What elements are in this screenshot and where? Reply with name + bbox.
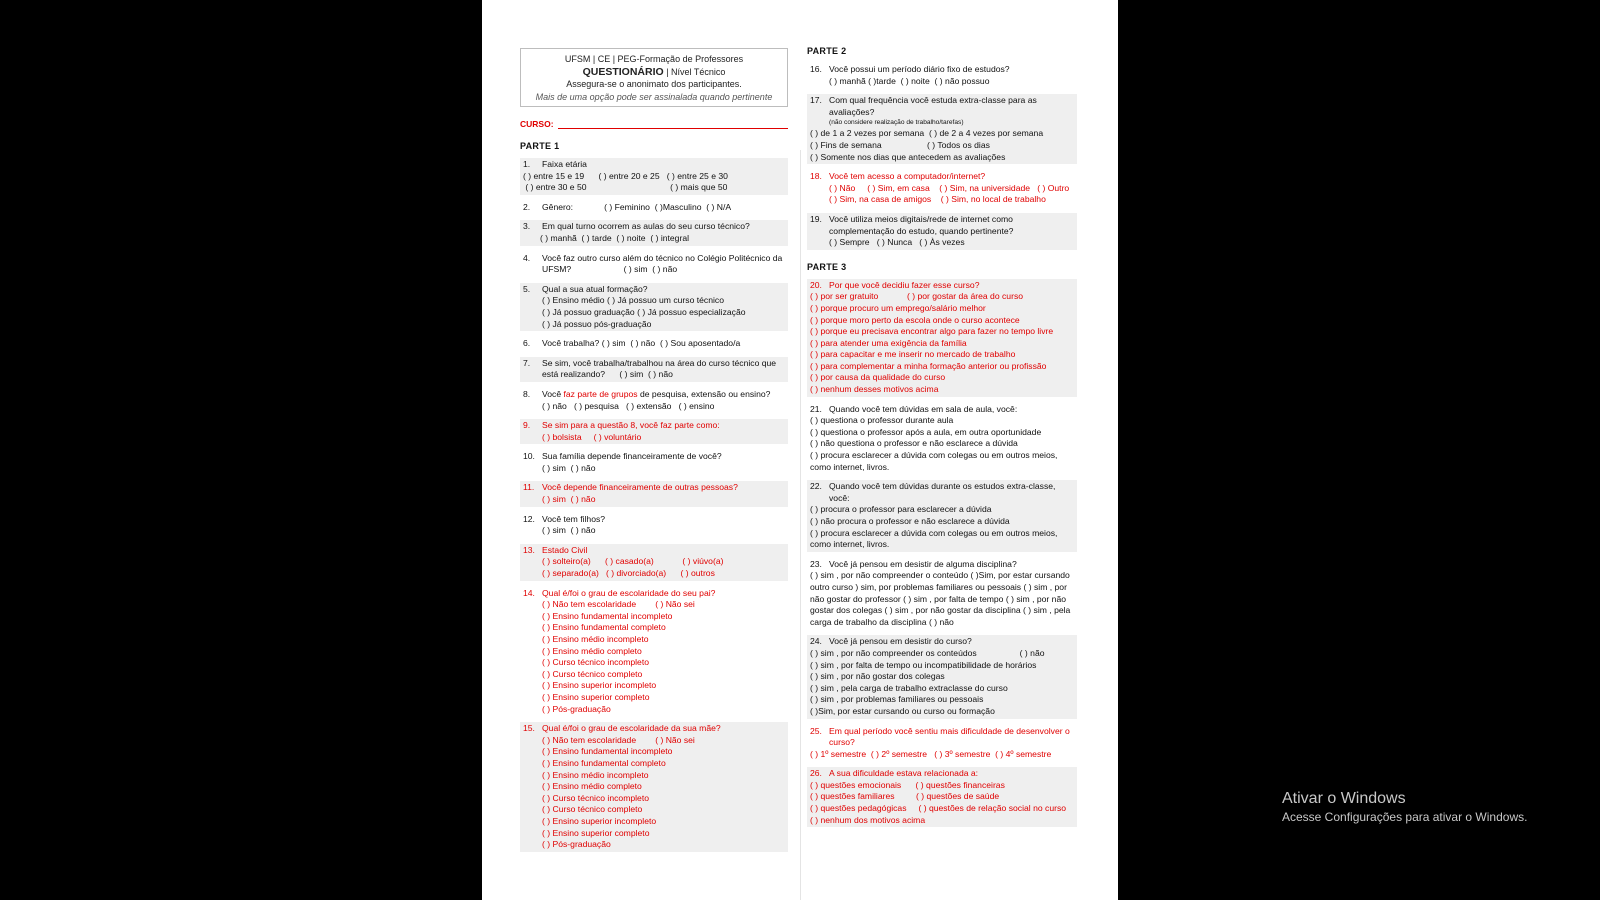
question-15-option[interactable]: ( ) Ensino médio completo [542,781,642,792]
question-24-option[interactable]: ( ) sim , por não gostar dos colegas [810,671,945,682]
question-3: 3. Em qual turno ocorrem as aulas do seu curso técnico? ( ) manhã ( ) tarde ( ) noite ( ) integral [520,220,788,245]
question-6-options[interactable]: ( ) sim ( ) não ( ) Sou aposentado/a [599,338,741,349]
left-column [520,48,788,858]
question-17-option[interactable]: ( ) Somente nos dias que antecedem as avaliações [810,151,1006,162]
question-11: 11. Você depende financeiramente de outras pessoas? ( ) sim ( ) não [520,481,788,506]
question-14-option[interactable]: ( ) Ensino fundamental incompleto [542,610,673,621]
header-multiple-choice-note: Mais de uma opção pode ser assinalada quando pertinente [535,91,773,102]
windows-activation-watermark [1282,789,1527,825]
question-24-option[interactable]: ( ) sim , por problemas familiares ou pessoais [810,694,984,705]
header-institution: UFSM | CE | PEG-Formação de Professores [564,54,744,64]
question-14-option[interactable]: ( ) Curso técnico completo [542,668,643,679]
question-15-option[interactable]: ( ) Ensino superior incompleto [542,815,657,826]
question-15-option[interactable]: ( ) Ensino fundamental incompleto [542,746,673,757]
question-12: 12. Você tem filhos? ( ) sim ( ) não [520,513,788,538]
question-14-option[interactable]: ( ) Ensino superior incompleto [542,680,657,691]
question-20-option[interactable]: ( ) para complementar a minha formação anterior ou profissão [810,360,1047,371]
question-21-option[interactable]: ( ) procura esclarecer a dúvida com colegas ou em outros meios, como internet, livros. [810,450,1058,472]
question-14-option[interactable]: ( ) Ensino médio incompleto [542,634,649,644]
question-19: 19. Você utiliza meios digitais/rede de internet como complementação do estudo, quando pertinente? ( ) Sempre ( ) Nunca ( ) Às vezes [807,213,1077,250]
question-1-options[interactable]: ( ) entre 30 e 50 ( ) mais que 50 [523,182,728,193]
questionnaire-header [520,48,788,107]
course-input-line[interactable] [558,119,788,129]
question-15-option[interactable]: ( ) Ensino médio incompleto [542,769,649,780]
question-16-options[interactable]: ( ) manhã ( )tarde ( ) noite ( ) não possuo [829,75,990,86]
question-8: 8. Você faz parte de grupos de pesquisa, extensão ou ensino? ( ) não ( ) pesquisa ( ) extensão ( ) ensino [520,388,788,413]
question-21-option[interactable]: ( ) questiona o professor durante aula [810,415,954,426]
question-18-option[interactable]: ( ) Sim, na casa de amigos ( ) Sim, no local de trabalho [829,194,1046,205]
column-divider [800,150,801,900]
question-22-option[interactable]: ( ) procura o professor para esclarecer a dúvida [810,504,992,515]
question-14: 14. Qual é/foi o grau de escolaridade do seu pai? ( ) Não tem escolaridade ( ) Não sei ( ) Ensino fundamental incompleto ( ) Ensino fundamental completo ( ) Ensino médio incompleto ( ) Ensino médio completo ( ) Curso técnico incompleto ( ) Curso técnico completo ( ) Ensino superior incompleto ( ) Ensino superior completo ( ) Pós-graduação [520,587,788,717]
question-18: 18. Você tem acesso a computador/internet? ( ) Não ( ) Sim, em casa ( ) Sim, na universidade ( ) Outro ( ) Sim, na casa de amigos ( ) Sim, no local de trabalho [807,170,1077,207]
question-26-option[interactable]: ( ) nenhum dos motivos acima [810,814,926,825]
question-25-options[interactable]: ( ) 1º semestre ( ) 2º semestre ( ) 3º semestre ( ) 4º semestre [810,748,1052,759]
question-20-option[interactable]: ( ) por causa da qualidade do curso [810,372,946,383]
question-21: 21. Quando você tem dúvidas em sala de aula, você: ( ) questiona o professor durante aula ( ) questiona o professor após a aula, em outra oportunidade ( ) não questiona o professor e não esclarece a dúvida ( ) procura esclarecer a dúvida com colegas ou em outros meios, como internet, livros. [807,403,1077,475]
question-9: 9. Se sim para a questão 8, você faz parte como: ( ) bolsista ( ) voluntário [520,419,788,444]
question-15-option[interactable]: ( ) Curso técnico completo [542,804,643,815]
question-14-option[interactable]: ( ) Curso técnico incompleto [542,657,649,668]
question-20: 20. Por que você decidiu fazer esse curso? ( ) por ser gratuito ( ) por gostar da área do curso ( ) porque procuro um emprego/salário melhor ( ) porque moro perto da escola onde o curso acontece ( ) porque eu precisava encontrar algo para fazer no tempo livre ( ) para atender uma exigência da família ( ) para capacitar e me inserir no mercado de trabalho ( ) para complementar a minha formação anterior ou profissão ( ) por causa da qualidade do curso ( ) nenhum desses motivos acima [807,279,1077,397]
question-20-option[interactable]: ( ) para capacitar e me inserir no mercado de trabalho [810,349,1016,360]
header-title-line [525,66,783,79]
question-13-option[interactable]: ( ) separado(a) ( ) divorciado(a) ( ) outros [542,568,715,579]
question-14-option[interactable]: ( ) Pós-graduação [542,703,611,714]
watermark-title: Ativar o Windows [1282,790,1406,807]
question-11-options[interactable]: ( ) sim ( ) não [542,494,596,505]
header-anonymity-note: Assegura-se o anonimato dos participantes. [566,79,742,89]
watermark-subtitle: Acesse Configurações para ativar o Windows. [1282,810,1528,824]
question-15-option[interactable]: ( ) Ensino superior completo [542,827,650,838]
question-2-options[interactable]: ( ) Feminino ( )Masculino ( ) N/A [573,201,732,212]
question-24-option[interactable]: ( ) sim , pela carga de trabalho extraclasse do curso [810,682,1008,693]
right-column [807,42,1077,833]
question-22: 22. Quando você tem dúvidas durante os estudos extra-classe, você: ( ) procura o professor para esclarecer a dúvida ( ) não procura o professor e não esclarece a dúvida ( ) procura esclarecer a dúvida com colegas ou em outros meios, como internet, livros. [807,480,1077,552]
question-7: 7. Se sim, você trabalha/trabalhou na área do curso técnico que está realizando? ( ) sim ( ) não [520,357,788,382]
question-15: 15. Qual é/foi o grau de escolaridade da sua mãe? ( ) Não tem escolaridade ( ) Não sei ( ) Ensino fundamental incompleto ( ) Ensino fundamental completo ( ) Ensino médio incompleto ( ) Ensino médio completo ( ) Curso técnico incompleto ( ) Curso técnico completo ( ) Ensino superior incompleto ( ) Ensino superior completo ( ) Pós-graduação [520,722,788,852]
question-23-options[interactable]: ( ) sim , por não compreender o conteúdo ( )Sim, por estar cursando outro curso ) sim, por problemas familiares ou pessoais ( ) sim , por não gostar do professor ( ) sim , por falta de tempo ( ) sim , por não gostar dos colegas ( ) sim , por não gostar da disciplina ( ) sim , pela carga de trabalho da disciplina ( ) não [810,570,1071,627]
question-26-option[interactable]: ( ) questões pedagógicas ( ) questões de relação social no curso [810,803,1067,814]
question-22-option[interactable]: ( ) procura esclarecer a dúvida com colegas ou em outros meios, como internet, livros. [810,527,1058,550]
question-12-options[interactable]: ( ) sim ( ) não [542,525,596,536]
question-13: 13. Estado Civil ( ) solteiro(a) ( ) casado(a) ( ) viúvo(a) ( ) separado(a) ( ) divorciado(a) ( ) outros [520,544,788,581]
question-10-options[interactable]: ( ) sim ( ) não [542,462,596,473]
part-2-heading: PARTE 2 [807,46,847,56]
question-18-option[interactable]: ( ) Não ( ) Sim, em casa ( ) Sim, na universidade ( ) Outro [829,182,1070,193]
question-13-option[interactable]: ( ) solteiro(a) ( ) casado(a) ( ) viúvo(a) [542,556,724,567]
question-15-option[interactable]: ( ) Pós-graduação [542,839,611,850]
question-20-option[interactable]: ( ) porque procuro um emprego/salário melhor [810,302,986,313]
question-23: 23. Você já pensou em desistir de alguma disciplina? ( ) sim , por não compreender o conteúdo ( )Sim, por estar cursando outro curso ) sim, por problemas familiares ou pessoais ( ) sim , por não gostar do professor ( ) sim , por falta de tempo ( ) sim , por não gostar dos colegas ( ) sim , por não gostar da disciplina ( ) sim , pela carga de trabalho da disciplina ( ) não [807,558,1077,630]
question-22-option[interactable]: ( ) não procura o professor e não esclarece a dúvida [810,516,1010,526]
question-19-options[interactable]: ( ) Sempre ( ) Nunca ( ) Às vezes [829,237,965,248]
question-24-option[interactable]: ( ) sim , por não compreender os conteúdos ( ) não [810,647,1045,658]
question-24-option[interactable]: ( ) sim , por falta de tempo ou incompatibilidade de horários [810,659,1037,670]
question-3-options[interactable]: ( ) manhã ( ) tarde ( ) noite ( ) integral [540,232,690,243]
question-7-options[interactable]: ( ) sim ( ) não [605,369,673,380]
question-1-options[interactable]: ( ) entre 15 e 19 ( ) entre 20 e 25 ( ) entre 25 e 30 [523,170,728,181]
document-page [482,0,1118,900]
question-5: 5. Qual a sua atual formação? ( ) Ensino médio ( ) Já possuo um curso técnico ( ) Já possuo graduação ( ) Já possuo especialização ( ) Já possuo pós-graduação [520,283,788,331]
header-title-suffix: | Nível Técnico [663,66,726,77]
question-15-option[interactable]: ( ) Não tem escolaridade ( ) Não sei [542,734,695,745]
question-24: 24. Você já pensou em desistir do curso? ( ) sim , por não compreender os conteúdos ( ) não ( ) sim , por falta de tempo ou incompatibilidade de horários ( ) sim , por não gostar dos colegas ( ) sim , pela carga de trabalho extraclasse do curso ( ) sim , por problemas familiares ou pessoais ( )Sim, por estar cursando ou curso ou formação [807,635,1077,718]
question-9-options[interactable]: ( ) bolsista ( ) voluntário [542,431,642,442]
question-14-option[interactable]: ( ) Ensino fundamental completo [542,622,666,633]
question-5-option[interactable]: ( ) Já possuo graduação ( ) Já possuo especialização [542,306,746,317]
question-20-option[interactable]: ( ) nenhum desses motivos acima [810,384,939,395]
question-17-note: (não considere realização de trabalho/tarefas) [829,119,964,127]
question-26-option[interactable]: ( ) questões emocionais ( ) questões financeiras [810,779,1005,790]
question-14-option[interactable]: ( ) Não tem escolaridade ( ) Não sei [542,599,695,610]
header-title: QUESTIONÁRIO [582,65,664,78]
course-field [520,119,788,129]
question-21-option[interactable]: ( ) não questiona o professor e não esclarece a dúvida [810,438,1018,449]
question-8-options[interactable]: ( ) não ( ) pesquisa ( ) extensão ( ) ensino [542,400,715,411]
question-17: 17. Com qual frequência você estuda extra-classe para as avaliações? (não considere realização de trabalho/tarefas) ( ) de 1 a 2 vezes por semana ( ) de 2 a 4 vezes por semana ( ) Fins de semana ( ) Todos os dias ( ) Somente nos dias que antecedem as avaliações [807,94,1077,164]
question-6: 6. Você trabalha? ( ) sim ( ) não ( ) Sou aposentado/a [523,338,741,349]
question-21-option[interactable]: ( ) questiona o professor após a aula, em outra oportunidade [810,426,1042,437]
question-20-option[interactable]: ( ) para atender uma exigência da família [810,337,967,348]
question-20-option[interactable]: ( ) porque moro perto da escola onde o curso acontece [810,314,1020,325]
question-20-option[interactable]: ( ) porque eu precisava encontrar algo para fazer no tempo livre [810,326,1054,337]
question-1: 1. Faixa etária ( ) entre 15 e 19 ( ) entre 20 e 25 ( ) entre 25 e 30 ( ) entre 30 e 50 ( ) mais que 50 [520,158,788,195]
question-5-option[interactable]: ( ) Ensino médio ( ) Já possuo um curso técnico [542,295,724,306]
course-label: CURSO: [520,119,554,129]
question-14-option[interactable]: ( ) Ensino superior completo [542,691,650,702]
question-20-option[interactable]: ( ) por ser gratuito ( ) por gostar da área do curso [810,291,1024,302]
question-24-option[interactable]: ( )Sim, por estar cursando ou curso ou formação [810,705,995,716]
question-2: 2. Gênero: ( ) Feminino ( )Masculino ( ) N/A [523,201,732,212]
question-10: 10. Sua família depende financeiramente de você? ( ) sim ( ) não [520,450,788,475]
question-14-option[interactable]: ( ) Ensino médio completo [542,645,642,656]
question-26-option[interactable]: ( ) questões familiares ( ) questões de saúde [810,791,1000,802]
question-17-option[interactable]: ( ) Fins de semana ( ) Todos os dias [810,139,990,150]
part-1-heading: PARTE 1 [520,141,560,151]
question-26: 26. A sua dificuldade estava relacionada a: ( ) questões emocionais ( ) questões financeiras ( ) questões familiares ( ) questões de saúde ( ) questões pedagógicas ( ) questões de relação social no curso ( ) nenhum dos motivos acima [807,767,1077,827]
question-25: 25. Em qual período você sentiu mais dificuldade de desenvolver o curso? ( ) 1º semestre ( ) 2º semestre ( ) 3º semestre ( ) 4º semestre [807,725,1077,762]
question-16: 16. Você possui um período diário fixo de estudos? ( ) manhã ( )tarde ( ) noite ( ) não possuo [807,63,1077,88]
question-15-option[interactable]: ( ) Ensino fundamental completo [542,757,666,768]
question-15-option[interactable]: ( ) Curso técnico incompleto [542,792,649,803]
part-3-heading: PARTE 3 [807,261,847,272]
question-4: 4. Você faz outro curso além do técnico no Colégio Politécnico da UFSM? ( ) sim ( ) não [523,252,783,275]
question-4-options[interactable]: ( ) sim ( ) não [571,264,678,275]
question-17-option[interactable]: ( ) de 1 a 2 vezes por semana ( ) de 2 a 4 vezes por semana [810,128,1044,139]
question-5-option[interactable]: ( ) Já possuo pós-graduação [542,318,652,329]
